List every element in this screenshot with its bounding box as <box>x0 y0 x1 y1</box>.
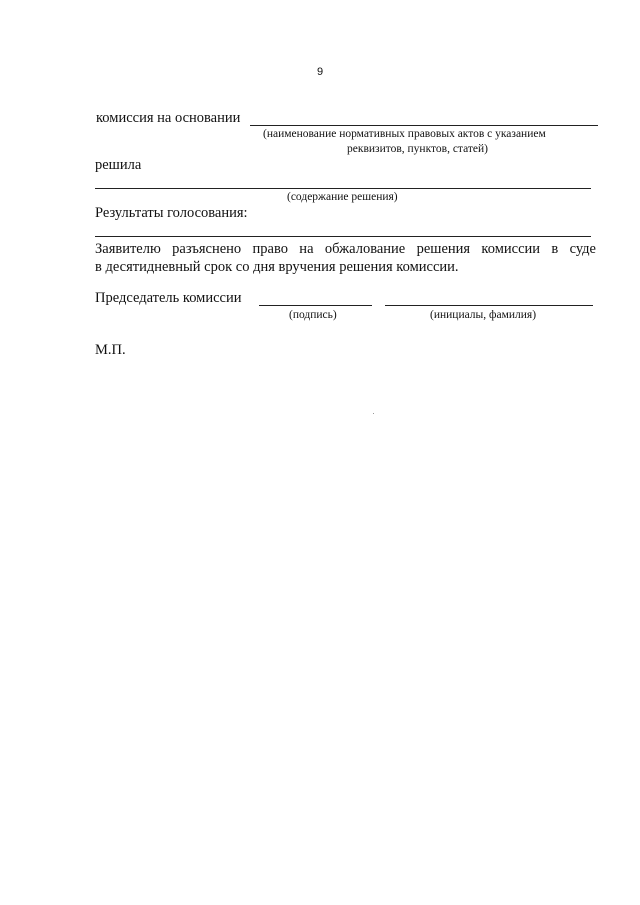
decision-label: решила <box>95 157 142 173</box>
commission-basis-label: комиссия на основании <box>96 110 241 126</box>
decision-hint: (содержание решения) <box>287 191 398 203</box>
appeal-text-line-1: Заявителю разъяснено право на обжалование решения комиссии в суде <box>95 241 596 257</box>
scan-speck <box>373 413 374 414</box>
page-number: 9 <box>316 66 324 78</box>
signature-hint: (подпись) <box>289 309 337 321</box>
decision-line <box>95 188 591 189</box>
commission-basis-hint-1: (наименование нормативных правовых актов с указанием <box>263 128 546 140</box>
name-line <box>385 305 593 306</box>
appeal-text-line-2: в десятидневный срок со дня вручения решения комиссии. <box>95 259 459 275</box>
stamp-label: М.П. <box>95 342 126 358</box>
signature-line <box>259 305 372 306</box>
chairman-label: Председатель комиссии <box>95 290 242 306</box>
voting-results-line <box>95 236 591 237</box>
commission-basis-hint-2: реквизитов, пунктов, статей) <box>347 143 489 155</box>
name-hint: (инициалы, фамилия) <box>430 309 537 321</box>
commission-basis-line <box>250 125 598 126</box>
voting-results-label: Результаты голосования: <box>95 205 248 221</box>
